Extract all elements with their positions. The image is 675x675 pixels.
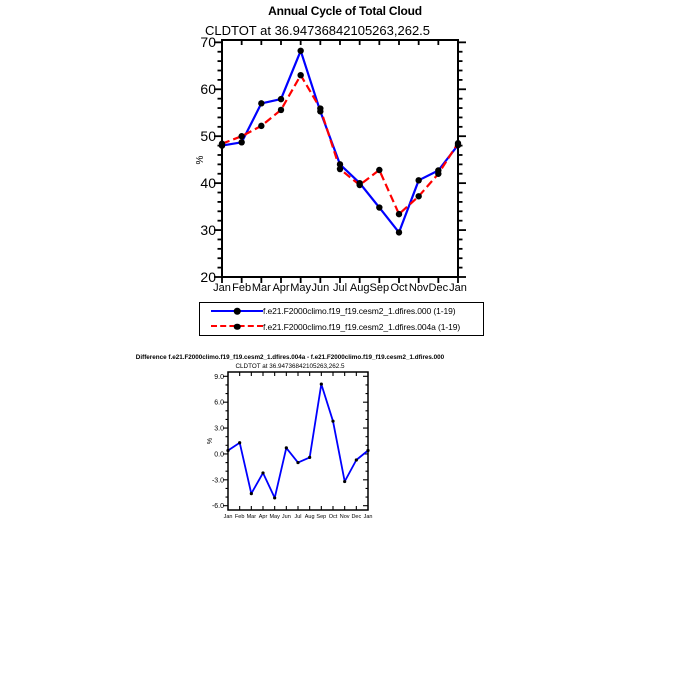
main-chart-ytick-label: 40	[200, 175, 216, 192]
diff-chart-ticks	[223, 372, 368, 510]
main-chart-series-markers-1	[219, 72, 461, 217]
diff-chart-ytick-label: 0.0	[214, 451, 224, 459]
diff-chart-xtick-label: Sep	[316, 514, 327, 520]
diff-chart-ytick-label: -6.0	[211, 503, 224, 511]
main-chart-ytick-label: 20	[200, 268, 216, 285]
diff-chart-subtitle: CLDTOT at 36.94736842105263,262.5	[235, 363, 345, 370]
legend-item-dfires-000	[211, 304, 483, 318]
main-chart-subtitle: CLDTOT at 36.94736842105263,262.5	[204, 23, 431, 38]
main-chart-xtick-label: Sep	[369, 282, 390, 294]
diff-chart-xtick-label: Nov	[339, 514, 350, 520]
main-chart-xtick-label: Apr	[272, 282, 290, 294]
main-chart-ytick-label: 30	[200, 221, 216, 238]
main-chart-xtick-label: Nov	[408, 282, 429, 294]
diff-chart-xtick-label: Jun	[281, 514, 291, 520]
legend-item-dfires-004a	[211, 320, 483, 334]
main-chart-title: Annual Cycle of Total Cloud	[268, 4, 422, 18]
diff-chart-title: Difference f.e21.F2000climo.f19_f19.cesm2_1.dfires.004a - f.e21.F2000climo.f19_f19.cesm2_1.dfires.000	[135, 354, 445, 361]
main-chart-series-line-1	[222, 75, 458, 214]
main-chart-ytick-label: 70	[200, 34, 216, 51]
main-chart-ylabel: %	[195, 155, 206, 165]
diff-chart-xtick-label: Jul	[294, 514, 302, 520]
main-chart-xtick-label: Oct	[390, 282, 408, 294]
diff-chart-xtick-label: Mar	[246, 514, 257, 520]
diff-chart-xtick-label: Jan	[223, 514, 233, 520]
main-chart-tick-labels	[200, 34, 466, 294]
legend-swatch-dashed	[211, 323, 263, 330]
main-chart-xtick-label: Jan	[449, 282, 467, 294]
diff-chart-frame	[228, 372, 368, 510]
diff-chart-xtick-label: Oct	[328, 514, 338, 520]
diff-chart-tick-labels	[212, 374, 373, 520]
diff-chart-xtick-label: Dec	[351, 514, 362, 520]
diff-chart-series-line-0	[228, 384, 368, 498]
diff-chart-ytick-label: 6.0	[214, 399, 224, 407]
legend-swatch-solid	[211, 308, 263, 315]
diff-chart-xtick-label: Aug	[304, 514, 315, 520]
legend-label-dfires-000: f.e21.F2000climo.f19_f19.cesm2_1.dfires.000 (1-19)	[263, 306, 456, 317]
main-chart-xtick-label: Jul	[332, 282, 348, 294]
main-chart-xtick-label: Mar	[251, 282, 271, 294]
legend-marker-dot-icon	[234, 323, 241, 330]
main-chart-ytick-label: 60	[200, 81, 216, 98]
diff-chart-ytick-label: -3.0	[211, 477, 224, 485]
legend-box	[199, 302, 484, 336]
main-chart-ytick-label: 50	[200, 128, 216, 145]
diff-chart-xtick-label: Apr	[258, 514, 268, 520]
main-chart-xtick-label: May	[290, 282, 312, 294]
main-chart-frame	[222, 40, 458, 277]
diff-chart-ytick-label: 9.0	[214, 373, 224, 381]
main-chart-xtick-label: Jun	[311, 282, 330, 294]
diff-chart-xtick-label: Jan	[363, 514, 373, 520]
diff-chart-xtick-label: Feb	[234, 514, 245, 520]
main-chart-xtick-label: Feb	[232, 282, 252, 294]
diff-chart-ylabel: %	[207, 437, 214, 445]
main-chart-xtick-label: Dec	[428, 282, 449, 294]
diff-chart-plot	[207, 372, 372, 520]
legend-marker-dot-icon	[234, 308, 241, 315]
main-chart-xtick-label: Aug	[349, 282, 370, 294]
main-chart-series-line-0	[222, 51, 458, 233]
main-chart-xtick-label: Jan	[213, 282, 231, 294]
diff-chart-ytick-label: 3.0	[214, 425, 224, 433]
diff-chart-xtick-label: May	[269, 514, 280, 520]
main-chart-series-markers-0	[219, 48, 461, 236]
main-chart-plot	[195, 34, 467, 294]
legend-label-dfires-004a: f.e21.F2000climo.f19_f19.cesm2_1.dfires.004a (1-19)	[263, 321, 461, 332]
